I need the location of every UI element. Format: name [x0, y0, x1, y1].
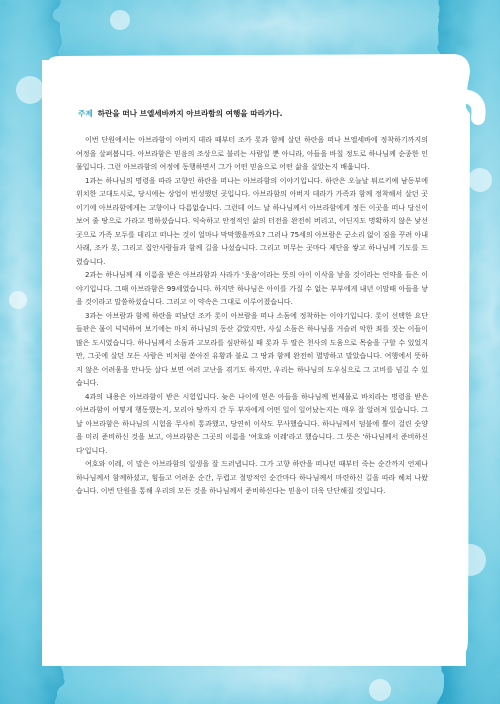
paragraph-intro: 이번 단원에서는 아브라함이 아버지 데라 때부터 조카 롯과 함께 살던 하란을 떠나 브엘세바에 정착하기까지의 여정을 살펴봅니다. 아브라함은 믿음의 조상으로 불리는 사람일 뿐 아니라, 아들을 바칠 정도로 하나님께 순종한 인물입니다. 그런 아브라함의 여정에 동행하면서 그가 어떤 믿음으로 어떤 삶을 살았는지 배웁니다. [76, 135, 428, 171]
body-text [76, 133, 428, 498]
topic-heading [78, 108, 438, 120]
paragraph-lesson-4: 4과의 내용은 아브라함이 받은 시험입니다. 늦은 나이에 얻은 아들을 하나님께 번제물로 바치라는 명령을 받은 아브라함이 어떻게 행동했는지, 모리아 땅까지 간 두 부자에게 어떤 일이 일어났는지는 매우 잘 알려져 있습니다. 그날 아브라함은 하나님의 시험을 무사히 통과했고, 당연히 이삭도 무사했습니다. 하나님께서 덤불에 뿔이 걸린 숫양을 미리 준비하신 것을 보고, 아브라함은 그곳의 이름을 '여호와 이레'라고 했습니다. 그 뜻은 '하나님께서 준비하신다'입니다. [76, 391, 428, 455]
paragraph-conclusion: 여호와 이레, 이 말은 아브라함의 일생을 잘 드러냅니다. 그가 고향 하란을 떠나던 때부터 죽는 순간까지 언제나 하나님께서 함께하셨고, 힘들고 어려운 순간, 두렵고 절망적인 순간마다 하나님께서 마련하신 길을 따라 헤쳐 나왔습니다. 이번 단원을 통해 우리의 모든 것을 하나님께서 준비하신다는 믿음이 더욱 단단해질 것입니다. [76, 459, 428, 495]
topic-label: 주제 [78, 109, 93, 118]
paragraph-lesson-2: 2과는 하나님께 새 이름을 받은 아브라함과 사라가 '웃음'이라는 뜻의 아이 이삭을 낳을 것이라는 언약을 들은 이야기입니다. 그때 아브라함은 99세였습니다. 하지만 하나님은 아이를 가질 수 없는 부부에게 내년 이맘때 아들을 낳을 것이라고 말씀하셨습니다. 그리고 이 약속은 그대로 이루어졌습니다. [76, 270, 428, 306]
paragraph-lesson-1: 1과는 하나님의 명령을 따라 고향인 하란을 떠나는 아브라함의 이야기입니다. 하란은 오늘날 튀르키예 남동부에 위치한 고대도시로, 당시에는 상업이 번성했던 곳입니다. 아브라함의 아버지 데라가 가족과 함께 정착해서 살던 곳이기에 아브라함에게는 고향이나 다름없습니다. 그런데 어느 날 하나님께서 아브라함에게 정든 이곳을 떠나 당신이 보여 줄 땅으로 가라고 명하셨습니다. 익숙하고 안정적인 삶의 터전을 완전히 버리고, 어딘지도 명확하지 않은 낯선 곳으로 가족 모두를 데리고 떠나는 것이 얼마나 막막했을까요? 그러나 75세의 아브람은 군소리 없이 짐을 꾸려 아내 사래, 조카 롯, 그리고 집안사람들과 함께 길을 나섰습니다. 그리고 머무는 곳마다 제단을 쌓고 하나님께 기도를 드렸습니다. [76, 175, 428, 266]
paragraph-lesson-3: 3과는 아브람과 함께 하란을 떠났던 조카 롯이 아브람을 떠나 소돔에 정착하는 이야기입니다. 롯이 선택한 요단 들판은 물이 넉넉하여 보기에는 마치 하나님의 동산 같았지만, 사실 소돔은 하나님을 거슬러 악한 죄를 짓는 이들이 많은 도시였습니다. 하나님께서 소돔과 고모라를 심판하실 때 롯과 두 딸은 천사의 도움으로 목숨을 구할 수 있었지만, 그곳에 살던 모든 사람은 비처럼 쏟아진 유황과 불로 그 땅과 함께 완전히 멸망하고 말았습니다. 여행에서 뜻하지 않은 어려움을 만나듯 살다 보면 여러 고난을 겪기도 하지만, 우리는 하나님의 도우심으로 그 고비를 넘길 수 있습니다. [76, 310, 428, 387]
topic-title: 하란을 떠나 브엘세바까지 아브라함의 여행을 따라가다. [97, 109, 283, 118]
